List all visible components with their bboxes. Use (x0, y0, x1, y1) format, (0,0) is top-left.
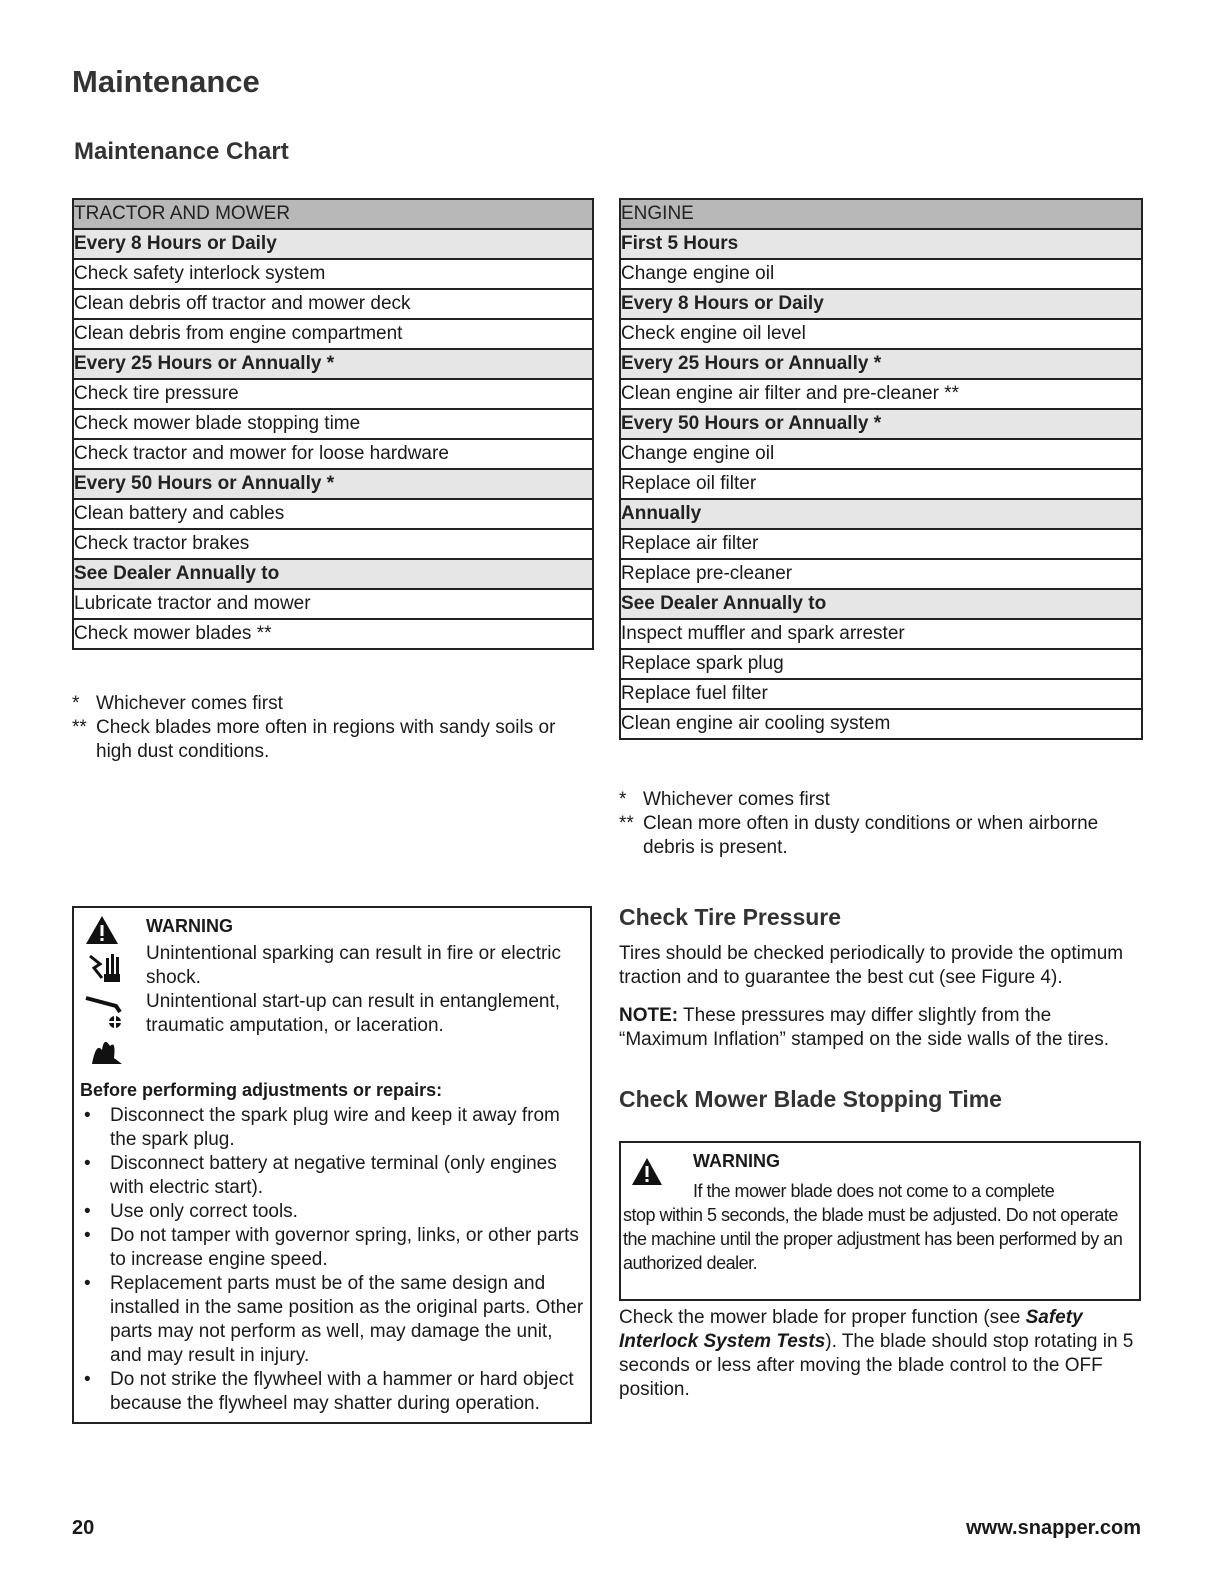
interval-row (73, 349, 593, 379)
repair-precautions-list (74, 1104, 588, 1416)
task-row (73, 379, 593, 409)
task-row (620, 529, 1142, 559)
electric-shock-icon (90, 954, 120, 982)
safety-interlock-link[interactable]: Safety Interlock System Tests (619, 1307, 1083, 1352)
task-row (620, 379, 1142, 409)
tire-pressure-paragraph: Tires should be checked periodically to provide the optimum traction and to guarantee the best cut (see Figure 4). (619, 943, 1124, 988)
precaution-item: • Do not tamper with governor spring, links, or other parts to increase engine speed. (74, 1224, 588, 1272)
warning-box-adjustments (72, 906, 592, 1424)
blade-stopping-heading: Check Mower Blade Stopping Time (619, 1086, 1002, 1112)
footnote-text: Whichever comes first (96, 693, 283, 714)
warning-text-startup: Unintentional start-up can result in entanglement, traumatic amputation, or laceration. (146, 991, 561, 1036)
interval-row (620, 289, 1142, 319)
interval-row (620, 499, 1142, 529)
tractor-notes (72, 692, 592, 764)
interval-row (73, 559, 593, 589)
precaution-item: • Replacement parts must be of the same design and installed in the same position as the original parts. Other parts may not perform as well, may damage the unit, and may result in injury. (74, 1272, 588, 1368)
interval-label: Every 50 Hours or Annually * (620, 409, 1142, 439)
task-label: Check engine oil level (620, 319, 1142, 349)
interval-label: First 5 Hours (620, 229, 1142, 259)
task-label: Clean debris from engine compartment (73, 319, 593, 349)
precaution-item: • Disconnect battery at negative terminal (only engines with electric start). (74, 1152, 588, 1200)
engine-notes (619, 788, 1139, 860)
interval-label: Every 8 Hours or Daily (620, 289, 1142, 319)
task-row (73, 439, 593, 469)
warning-triangle-icon (86, 916, 118, 944)
task-row (620, 319, 1142, 349)
task-row (620, 679, 1142, 709)
warning-text-sparking: Unintentional sparking can result in fire or electric shock. (146, 943, 562, 988)
task-label: Clean battery and cables (73, 499, 593, 529)
task-row (73, 619, 593, 649)
interval-row (73, 469, 593, 499)
note-label: NOTE: (619, 1005, 679, 1026)
interval-label: Every 50 Hours or Annually * (73, 469, 593, 499)
task-label: Inspect muffler and spark arrester (620, 619, 1142, 649)
entanglement-icon (86, 998, 121, 1028)
before-repairs-heading: Before performing adjustments or repairs: (80, 1080, 443, 1100)
interval-row (620, 229, 1142, 259)
footnote (72, 716, 592, 764)
interval-row (620, 349, 1142, 379)
task-label: Replace spark plug (620, 649, 1142, 679)
interval-label: See Dealer Annually to (620, 589, 1142, 619)
blade-warning-text: stop within 5 seconds, the blade must be adjusted. Do not operate the machine until the proper adjustment has been performed by an authorized dealer. (623, 1205, 1123, 1273)
task-label: Lubricate tractor and mower (73, 589, 593, 619)
task-row (620, 469, 1142, 499)
footnote-mark: * (619, 789, 627, 810)
task-label: Clean engine air filter and pre-cleaner ** (620, 379, 1142, 409)
task-row (73, 289, 593, 319)
task-label: Check tire pressure (73, 379, 593, 409)
task-row (620, 709, 1142, 739)
task-row (620, 259, 1142, 289)
footer-website[interactable]: www.snapper.com (966, 1517, 1141, 1539)
task-label: Change engine oil (620, 259, 1142, 289)
task-row (620, 619, 1142, 649)
task-label: Check mower blade stopping time (73, 409, 593, 439)
task-label: Replace pre-cleaner (620, 559, 1142, 589)
footnote (619, 788, 1139, 812)
task-row (73, 319, 593, 349)
blade-para-prefix: Check the mower blade for proper function (see (619, 1307, 1026, 1328)
task-row (73, 409, 593, 439)
interval-label: Annually (620, 499, 1142, 529)
task-row (73, 529, 593, 559)
engine-table (619, 198, 1143, 740)
page-number: 20 (72, 1517, 95, 1539)
note-text: These pressures may differ slightly from the “Maximum Inflation” stamped on the side walls of the tires. (619, 1005, 1109, 1050)
task-label: Replace oil filter (620, 469, 1142, 499)
footnote-text: Check blades more often in regions with sandy soils or high dust conditions. (96, 717, 556, 762)
task-row (73, 499, 593, 529)
precaution-item: • Do not strike the flywheel with a hammer or hard object because the flywheel may shatter during operation. (74, 1368, 588, 1416)
task-label: Check tractor and mower for loose hardware (73, 439, 593, 469)
tire-pressure-note (619, 1004, 1144, 1052)
task-label: Clean engine air cooling system (620, 709, 1142, 739)
interval-label: See Dealer Annually to (73, 559, 593, 589)
task-label: Replace fuel filter (620, 679, 1142, 709)
warning-box-blade (619, 1141, 1141, 1301)
blade-para-suffix: ). The blade should stop rotating in 5 seconds or less after moving the blade control to the OFF position. (619, 1331, 1134, 1400)
task-row (620, 649, 1142, 679)
footnote-mark: ** (72, 717, 87, 738)
footnote-text: Clean more often in dusty conditions or when airborne debris is present. (643, 813, 1099, 858)
footnote (619, 812, 1139, 860)
footnote-mark: * (72, 693, 80, 714)
footnote-mark: ** (619, 813, 634, 834)
blade-stopping-paragraph (619, 1306, 1144, 1402)
task-label: Check safety interlock system (73, 259, 593, 289)
blade-warning-title: WARNING (693, 1151, 780, 1171)
interval-row (620, 589, 1142, 619)
interval-label: Every 8 Hours or Daily (73, 229, 593, 259)
warning-title: WARNING (146, 916, 233, 936)
interval-row (73, 229, 593, 259)
task-label: Check mower blades ** (73, 619, 593, 649)
fire-icon (92, 1042, 122, 1064)
tire-pressure-heading: Check Tire Pressure (619, 904, 842, 930)
task-row (620, 559, 1142, 589)
engine-table-header: ENGINE (620, 199, 1142, 229)
page-title: Maintenance (72, 64, 260, 99)
footnote-text: Whichever comes first (643, 789, 830, 810)
warning-triangle-icon (631, 1157, 663, 1187)
task-row (73, 589, 593, 619)
warning-pictograms (82, 914, 132, 1074)
tractor-table-header: TRACTOR AND MOWER (73, 199, 593, 229)
task-row (620, 439, 1142, 469)
task-label: Clean debris off tractor and mower deck (73, 289, 593, 319)
precaution-item: • Use only correct tools. (74, 1200, 588, 1224)
blade-warning-line1: If the mower blade does not come to a complete (693, 1181, 1055, 1201)
task-label: Check tractor brakes (73, 529, 593, 559)
task-label: Change engine oil (620, 439, 1142, 469)
warning-icon-column (82, 914, 132, 1079)
precaution-item: • Disconnect the spark plug wire and keep it away from the spark plug. (74, 1104, 588, 1152)
interval-label: Every 25 Hours or Annually * (620, 349, 1142, 379)
task-label: Replace air filter (620, 529, 1142, 559)
footnote (72, 692, 592, 716)
interval-row (620, 409, 1142, 439)
interval-label: Every 25 Hours or Annually * (73, 349, 593, 379)
chart-heading: Maintenance Chart (74, 138, 289, 165)
task-row (73, 259, 593, 289)
tractor-mower-table (72, 198, 594, 650)
